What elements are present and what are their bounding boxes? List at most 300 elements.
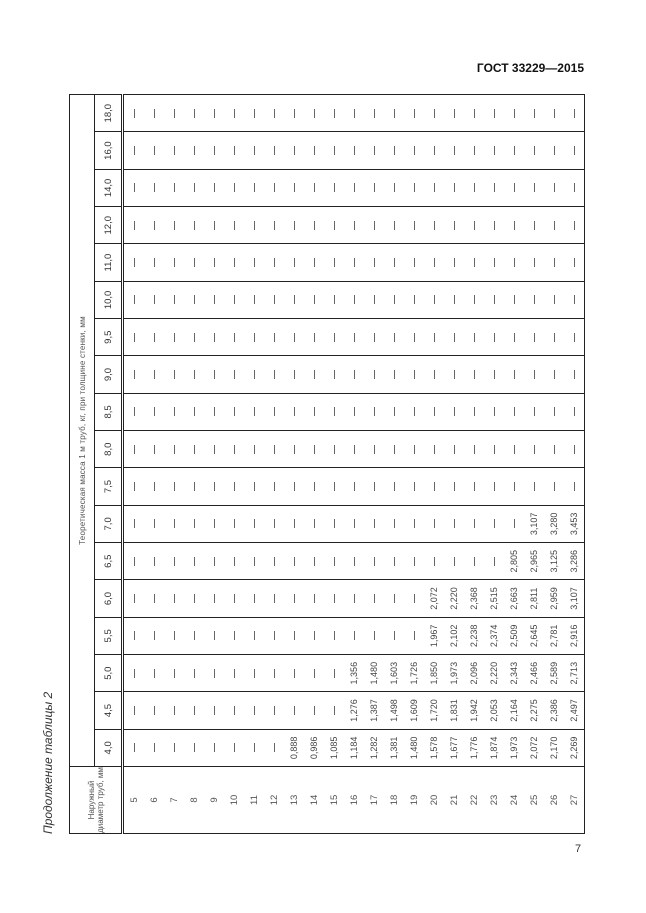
empty-value-cell (424, 319, 444, 356)
dash-mark (194, 557, 195, 566)
dash-mark (234, 557, 235, 566)
empty-value-cell (524, 468, 544, 505)
empty-value-cell (304, 655, 324, 692)
dash-mark (334, 669, 335, 678)
empty-value-cell (304, 617, 324, 654)
dash-mark (274, 631, 275, 640)
empty-value-cell (204, 207, 224, 244)
empty-value-cell (504, 132, 524, 169)
dash-mark (174, 370, 175, 379)
dash-mark (554, 183, 555, 192)
dash-mark (474, 519, 475, 528)
empty-value-cell (484, 244, 504, 281)
empty-value-cell (164, 543, 184, 580)
dash-mark (234, 743, 235, 752)
empty-value-cell (284, 543, 304, 580)
table-row (464, 95, 484, 834)
mass-value-cell: 2,220 (484, 655, 504, 692)
empty-value-cell (524, 431, 544, 468)
dash-mark (454, 258, 455, 267)
dash-mark (534, 258, 535, 267)
mass-value-cell: 2,072 (424, 580, 444, 617)
dash-mark (194, 519, 195, 528)
empty-value-cell (304, 169, 324, 206)
dash-mark (134, 407, 135, 416)
mass-value-cell: 2,916 (564, 617, 585, 654)
mass-value-cell: 3,125 (544, 543, 564, 580)
dash-mark (234, 407, 235, 416)
empty-value-cell (464, 244, 484, 281)
empty-value-cell (364, 617, 384, 654)
empty-value-cell (123, 692, 145, 729)
dash-mark (534, 109, 535, 118)
empty-value-cell (524, 169, 544, 206)
empty-value-cell (144, 729, 164, 766)
empty-value-cell (464, 543, 484, 580)
empty-value-cell (444, 169, 464, 206)
empty-value-cell (204, 132, 224, 169)
empty-value-cell (164, 729, 184, 766)
dash-mark (414, 519, 415, 528)
dash-mark (434, 258, 435, 267)
empty-value-cell (244, 431, 264, 468)
dash-mark (574, 333, 575, 342)
dash-mark (334, 445, 335, 454)
diameter-cell: 23 (484, 767, 504, 834)
dash-mark (194, 407, 195, 416)
empty-value-cell (164, 281, 184, 318)
thickness-column-header: 9,5 (95, 319, 123, 356)
empty-value-cell (404, 431, 424, 468)
mass-value-cell: 1,498 (384, 692, 404, 729)
empty-value-cell (384, 281, 404, 318)
empty-value-cell (244, 617, 264, 654)
empty-value-cell (404, 468, 424, 505)
dash-mark (234, 669, 235, 678)
dash-mark (534, 146, 535, 155)
empty-value-cell (304, 244, 324, 281)
empty-value-cell (144, 505, 164, 542)
empty-value-cell (204, 95, 224, 132)
dash-mark (374, 631, 375, 640)
dash-mark (374, 221, 375, 230)
empty-value-cell (204, 356, 224, 393)
empty-value-cell (204, 505, 224, 542)
empty-value-cell (464, 393, 484, 430)
empty-value-cell (184, 393, 204, 430)
dash-mark (534, 295, 535, 304)
dash-mark (214, 482, 215, 491)
dash-mark (534, 183, 535, 192)
empty-value-cell (123, 431, 145, 468)
empty-value-cell (123, 655, 145, 692)
empty-value-cell (484, 468, 504, 505)
thickness-header-row (95, 95, 123, 834)
dash-mark (554, 445, 555, 454)
empty-value-cell (344, 356, 364, 393)
empty-value-cell (264, 132, 284, 169)
dash-mark (254, 295, 255, 304)
dash-mark (314, 370, 315, 379)
empty-value-cell (224, 617, 244, 654)
empty-value-cell (264, 505, 284, 542)
dash-mark (354, 109, 355, 118)
empty-value-cell (284, 207, 304, 244)
dash-mark (174, 333, 175, 342)
dash-mark (354, 482, 355, 491)
empty-value-cell (144, 393, 164, 430)
dash-mark (134, 482, 135, 491)
dash-mark (154, 407, 155, 416)
empty-value-cell (204, 468, 224, 505)
empty-value-cell (344, 580, 364, 617)
empty-value-cell (544, 356, 564, 393)
dash-mark (294, 519, 295, 528)
empty-value-cell (504, 207, 524, 244)
dash-mark (394, 109, 395, 118)
empty-value-cell (564, 207, 585, 244)
dash-mark (314, 333, 315, 342)
empty-value-cell (264, 356, 284, 393)
mass-value-cell: 1,276 (344, 692, 364, 729)
empty-value-cell (184, 729, 204, 766)
empty-value-cell (364, 431, 384, 468)
mass-value-cell: 2,374 (484, 617, 504, 654)
dash-mark (194, 333, 195, 342)
empty-value-cell (484, 431, 504, 468)
dash-mark (194, 258, 195, 267)
dash-mark (494, 333, 495, 342)
empty-value-cell (304, 431, 324, 468)
dash-mark (254, 631, 255, 640)
empty-value-cell (564, 393, 585, 430)
empty-value-cell (304, 393, 324, 430)
dash-mark (154, 370, 155, 379)
empty-value-cell (444, 543, 464, 580)
dash-mark (274, 295, 275, 304)
empty-value-cell (224, 580, 244, 617)
dash-mark (194, 743, 195, 752)
table-row (284, 95, 304, 834)
dash-mark (394, 407, 395, 416)
empty-value-cell (404, 169, 424, 206)
empty-value-cell (564, 169, 585, 206)
dash-mark (314, 594, 315, 603)
dash-mark (254, 482, 255, 491)
dash-mark (374, 557, 375, 566)
dash-mark (254, 445, 255, 454)
empty-value-cell (264, 169, 284, 206)
empty-value-cell (264, 617, 284, 654)
diameter-cell: 7 (164, 767, 184, 834)
empty-value-cell (364, 169, 384, 206)
thickness-column-header: 10,0 (95, 281, 123, 318)
dash-mark (214, 706, 215, 715)
empty-value-cell (464, 431, 484, 468)
table-body (123, 95, 585, 834)
empty-value-cell (484, 319, 504, 356)
dash-mark (254, 519, 255, 528)
dash-mark (374, 445, 375, 454)
dash-mark (514, 407, 515, 416)
empty-value-cell (404, 505, 424, 542)
dash-mark (514, 370, 515, 379)
dash-mark (354, 519, 355, 528)
dash-mark (314, 221, 315, 230)
empty-value-cell (264, 543, 284, 580)
dash-mark (294, 594, 295, 603)
empty-value-cell (364, 207, 384, 244)
dash-mark (174, 221, 175, 230)
dash-mark (314, 109, 315, 118)
dash-mark (214, 333, 215, 342)
empty-value-cell (184, 356, 204, 393)
dash-mark (494, 370, 495, 379)
empty-value-cell (564, 95, 585, 132)
dash-mark (514, 258, 515, 267)
dash-mark (154, 333, 155, 342)
empty-value-cell (424, 468, 444, 505)
empty-value-cell (424, 505, 444, 542)
mass-value-cell: 1,356 (344, 655, 364, 692)
empty-value-cell (284, 617, 304, 654)
empty-value-cell (324, 431, 344, 468)
dash-mark (234, 445, 235, 454)
thickness-column-header: 12,0 (95, 207, 123, 244)
dash-mark (374, 519, 375, 528)
dash-mark (174, 146, 175, 155)
dash-mark (374, 109, 375, 118)
dash-mark (454, 519, 455, 528)
table-row (544, 95, 564, 834)
table-row (364, 95, 384, 834)
dash-mark (554, 370, 555, 379)
dash-mark (494, 519, 495, 528)
empty-value-cell (184, 505, 204, 542)
empty-value-cell (424, 244, 444, 281)
empty-value-cell (304, 505, 324, 542)
dash-mark (314, 183, 315, 192)
dash-mark (474, 109, 475, 118)
dash-mark (154, 519, 155, 528)
empty-value-cell (184, 543, 204, 580)
empty-value-cell (384, 617, 404, 654)
empty-value-cell (224, 468, 244, 505)
mass-value-cell: 2,269 (564, 729, 585, 766)
empty-value-cell (404, 207, 424, 244)
mass-value-cell: 1,282 (364, 729, 384, 766)
empty-value-cell (144, 244, 164, 281)
dash-mark (434, 221, 435, 230)
dash-mark (414, 557, 415, 566)
dash-mark (334, 370, 335, 379)
empty-value-cell (164, 95, 184, 132)
empty-value-cell (504, 169, 524, 206)
empty-value-cell (404, 281, 424, 318)
dash-mark (314, 482, 315, 491)
dash-mark (274, 146, 275, 155)
dash-mark (394, 557, 395, 566)
empty-value-cell (144, 169, 164, 206)
dash-mark (274, 221, 275, 230)
dash-mark (394, 482, 395, 491)
empty-value-cell (484, 393, 504, 430)
dash-mark (274, 519, 275, 528)
empty-value-cell (144, 617, 164, 654)
table-row (484, 95, 504, 834)
dash-mark (234, 221, 235, 230)
empty-value-cell (564, 132, 585, 169)
dash-mark (394, 295, 395, 304)
dash-mark (174, 183, 175, 192)
thickness-column-header: 6,0 (95, 580, 123, 617)
diameter-cell: 22 (464, 767, 484, 834)
dash-mark (354, 557, 355, 566)
dash-mark (514, 109, 515, 118)
empty-value-cell (123, 244, 145, 281)
dash-mark (394, 258, 395, 267)
diameter-cell: 10 (224, 767, 244, 834)
dash-mark (254, 669, 255, 678)
dash-mark (334, 519, 335, 528)
dash-mark (214, 109, 215, 118)
dash-mark (394, 370, 395, 379)
empty-value-cell (464, 169, 484, 206)
empty-value-cell (224, 132, 244, 169)
empty-value-cell (384, 356, 404, 393)
dash-mark (454, 557, 455, 566)
empty-value-cell (184, 95, 204, 132)
empty-value-cell (224, 505, 244, 542)
dash-mark (374, 333, 375, 342)
mass-value-cell: 2,663 (504, 580, 524, 617)
empty-value-cell (324, 655, 344, 692)
dash-mark (214, 743, 215, 752)
dash-mark (134, 295, 135, 304)
empty-value-cell (344, 505, 364, 542)
mass-value-cell: 3,280 (544, 505, 564, 542)
empty-value-cell (224, 281, 244, 318)
dash-mark (454, 146, 455, 155)
dash-mark (214, 631, 215, 640)
dash-mark (154, 706, 155, 715)
mass-value-cell: 2,220 (444, 580, 464, 617)
dash-mark (414, 445, 415, 454)
empty-value-cell (304, 281, 324, 318)
empty-value-cell (444, 468, 464, 505)
dash-mark (294, 146, 295, 155)
diameter-cell: 12 (264, 767, 284, 834)
empty-value-cell (224, 319, 244, 356)
dash-mark (134, 146, 135, 155)
empty-value-cell (144, 692, 164, 729)
mass-value-cell: 2,275 (524, 692, 544, 729)
empty-value-cell (524, 319, 544, 356)
empty-value-cell (364, 393, 384, 430)
empty-value-cell (204, 393, 224, 430)
dash-mark (334, 146, 335, 155)
empty-value-cell (364, 356, 384, 393)
dash-mark (254, 183, 255, 192)
dash-mark (134, 370, 135, 379)
empty-value-cell (324, 244, 344, 281)
mass-value-cell: 3,107 (524, 505, 544, 542)
dash-mark (434, 109, 435, 118)
dash-mark (434, 482, 435, 491)
dash-mark (514, 221, 515, 230)
empty-value-cell (123, 543, 145, 580)
empty-value-cell (224, 655, 244, 692)
empty-value-cell (244, 543, 264, 580)
dash-mark (454, 183, 455, 192)
diameter-cell: 8 (184, 767, 204, 834)
mass-value-cell: 1,578 (424, 729, 444, 766)
mass-value-cell: 2,713 (564, 655, 585, 692)
dash-mark (154, 109, 155, 118)
dash-mark (554, 146, 555, 155)
empty-value-cell (324, 169, 344, 206)
dash-mark (194, 221, 195, 230)
thickness-column-header: 14,0 (95, 169, 123, 206)
empty-value-cell (344, 319, 364, 356)
dash-mark (194, 109, 195, 118)
diameter-cell: 19 (404, 767, 424, 834)
empty-value-cell (123, 729, 145, 766)
dash-mark (274, 333, 275, 342)
diameter-cell: 21 (444, 767, 464, 834)
empty-value-cell (324, 132, 344, 169)
empty-value-cell (284, 692, 304, 729)
thickness-column-header: 5,0 (95, 655, 123, 692)
mass-value-cell: 1,973 (444, 655, 464, 692)
dash-mark (354, 333, 355, 342)
dash-mark (374, 594, 375, 603)
dash-mark (334, 706, 335, 715)
dash-mark (134, 109, 135, 118)
dash-mark (354, 258, 355, 267)
dash-mark (514, 183, 515, 192)
dash-mark (574, 183, 575, 192)
dash-mark (194, 669, 195, 678)
dash-mark (254, 706, 255, 715)
dash-mark (574, 295, 575, 304)
empty-value-cell (224, 244, 244, 281)
dash-mark (434, 146, 435, 155)
dash-mark (474, 221, 475, 230)
empty-value-cell (524, 281, 544, 318)
empty-value-cell (244, 95, 264, 132)
dash-mark (234, 631, 235, 640)
dash-mark (554, 295, 555, 304)
empty-value-cell (324, 692, 344, 729)
empty-value-cell (123, 132, 145, 169)
dash-mark (274, 594, 275, 603)
diameter-cell: 25 (524, 767, 544, 834)
thickness-column-header: 7,5 (95, 468, 123, 505)
empty-value-cell (384, 431, 404, 468)
dash-mark (574, 146, 575, 155)
empty-value-cell (564, 244, 585, 281)
empty-value-cell (504, 319, 524, 356)
empty-value-cell (123, 617, 145, 654)
empty-value-cell (244, 319, 264, 356)
empty-value-cell (564, 319, 585, 356)
mass-value-cell: 3,453 (564, 505, 585, 542)
dash-mark (534, 370, 535, 379)
mass-value-cell: 1,480 (404, 729, 424, 766)
empty-value-cell (504, 431, 524, 468)
dash-mark (134, 445, 135, 454)
